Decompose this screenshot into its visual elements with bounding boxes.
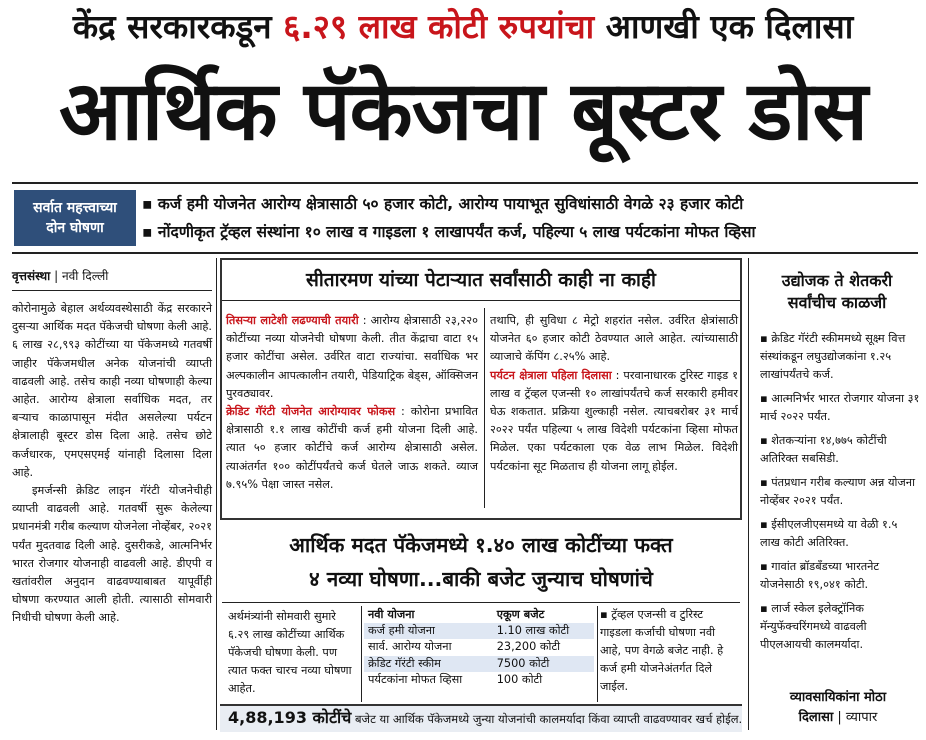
body-text: : आरोग्य क्षेत्रासाठी २३,२२० कोटींच्या नव्या योजनेची घोषणा केली. तीत केंद्राचा वाटा १५ हजार कोटींचा असेल. उर्वरित वाटा राज्यांचा. सर्वाधिक भर अल्पकालीन आपत्कालीन तयारी, पेडियाट्रिक बेड्स, ऑक्सिजन पुरवठ्यावर. (226, 314, 479, 400)
column-divider (361, 606, 362, 702)
column-divider (748, 258, 749, 730)
byline-place: नवी दिल्ली (61, 269, 109, 283)
table-header: नवी योजना (368, 608, 415, 621)
divider (12, 182, 918, 184)
lead-text: क्रेडिट गॅरंटी योजनेत आरोग्यावर फोकस (226, 405, 396, 419)
table-row (364, 623, 594, 639)
body-text: तथापि, ही सुविधा ८ मेट्रो शहरांत नसेल. उर्वरित क्षेत्रांसाठी योजनेत ६० हजार कोटी ठेवण्यात आले आहेत. त्यांच्यासाठी व्याजाचे कॅपिंग ८.२५% आहे. (490, 314, 738, 364)
right-footer (756, 688, 920, 728)
column-divider (216, 258, 217, 730)
new-schemes-table (364, 606, 594, 688)
kicker-pre: केंद्र सरकारकडून (72, 7, 284, 46)
kicker-line (0, 4, 926, 50)
lead-text: तिसऱ्या लाटेशी लढण्याची तयारी (226, 314, 359, 327)
middle-right-text: ▪ ट्रॅव्हल एजन्सी व टुरिस्ट गाइडला कर्जाची घोषणा नवी आहे, पण वेगळे बजेट नाही. हे कर्ज हमी योजनेअंतर्गत दिले जाईल. (600, 608, 724, 693)
paragraph (226, 403, 478, 494)
right-footer-line1: व्यावसायिकांना मोठा (789, 690, 887, 705)
highlight-item: ▪ नोंदणीकृत ट्रॅव्हल संस्थांना १० लाख व गाइडला १ लाखापर्यंत कर्ज, पहिल्या ५ लाख पर्यटकांना मोफत व्हिसा (142, 223, 756, 241)
highlights-label-line2: दोन घोषणा (46, 220, 104, 236)
paragraph (490, 312, 738, 367)
list-item: ▪ पंतप्रधान गरीब कल्याण अन्न योजना नोव्हेंबर २०२१ पर्यंत. (760, 476, 916, 507)
kicker-post: आणखी एक दिलासा (594, 7, 854, 46)
byline-agency: वृत्तसंस्था (12, 269, 51, 283)
table-cell: 23,200 कोटी (496, 640, 561, 654)
byline-separator: | (50, 269, 62, 283)
right-heading-line2: सर्वांचीच काळजी (787, 293, 887, 312)
bottom-amount: 4,88,193 कोटींचे (228, 708, 352, 727)
column-divider (484, 308, 485, 508)
list-item: ▪ ईसीएलजीएसमध्ये या वेळी १.५ लाख कोटी अतिरिक्त. (760, 518, 898, 549)
divider (12, 252, 918, 254)
list-item: ▪ शेतकऱ्यांना १४,७७५ कोटींची अतिरिक्त सबसिडी. (760, 434, 887, 465)
list-item: ▪ गावांत ब्रॉडबँडच्या भारतनेट योजनेसाठी १९,०४१ कोटी. (760, 560, 880, 591)
byline (12, 266, 212, 286)
bottom-text: बजेट या आर्थिक पॅकेजमध्ये जुन्या योजनांची कालमर्यादा किंवा व्याप्ती वाढवण्यावर खर्च होईल. (351, 712, 743, 726)
right-footer-place: व्यापार (845, 710, 878, 725)
table-cell: 1.10 लाख कोटी (493, 623, 594, 639)
table-row (364, 639, 594, 655)
divider (12, 290, 212, 291)
right-footer-word: दिलासा (798, 710, 834, 725)
list-item: ▪ लार्ज स्केल इलेक्ट्रॉनिक मॅन्युफॅक्चरिंगमध्ये वाढवली पीएलआयची कालमर्यादा. (760, 602, 867, 651)
right-heading-line1: उद्योजक ते शेतकरी (781, 271, 893, 290)
column-divider (597, 606, 598, 702)
paragraph (490, 367, 738, 476)
middle-heading-line1: आर्थिक मदत पॅकेजमध्ये १.४० लाख कोटींच्या फक्त (289, 533, 673, 557)
highlight-item: ▪ कर्ज हमी योजनेत आरोग्य क्षेत्रासाठी ५० हजार कोटी, आरोग्य पायाभूत सुविधांसाठी वेगळे २३ हजार कोटी (142, 195, 744, 213)
kicker-amount: ६.२९ लाख कोटी रुपयांचा (283, 7, 595, 46)
main-headline: आर्थिक पॅकेजचा बूस्टर डोस (59, 64, 867, 159)
table-row (364, 672, 594, 688)
paragraph: इमर्जन्सी क्रेडिट लाइन गॅरंटी योजनेचीही व्याप्ती वाढवली आहे. गतवर्षी सुरू केलेल्या प्रधानमंत्री गरीब कल्याण योजनेला नोव्हेंबर, २०२१ पर्यंत मुदतवाढ दिली आहे. दुसरीकडे, आत्मनिर्भर भारत रोजगार योजनाही वाढवली आहे. डीएपी व खतांवरील अनुदान वाढवण्याबाबत यापूर्वीही घोषणा करण्यात आली होती. त्यासाठी सोमवारी निधीची घोषणा केली आहे. (12, 484, 212, 625)
highlights-label-line1: सर्वात महत्त्वाच्या (33, 200, 117, 216)
right-list (760, 330, 920, 660)
body-text: : कोरोना प्रभावित क्षेत्रासाठी १.१ लाख कोटींची कर्ज हमी योजना दिली आहे. त्यात ५० हजार कोटींचे कर्ज आरोग्य क्षेत्रासाठी असेल. त्याअंतर्गत १०० कोटींपर्यंतचे कर्ज घेतले जाऊ शकते. व्याज ७.९५% पेक्षा जास्त नसेल. (226, 405, 478, 491)
middle-heading-line2: ४ नव्या घोषणा...बाकी बजेट जुन्याच घोषणांचे (309, 567, 653, 591)
paragraph (226, 312, 478, 403)
table-cell: कर्ज हमी योजना (364, 623, 493, 639)
highlights-label (14, 190, 136, 246)
list-item: ▪ आत्मनिर्भर भारत रोजगार योजना ३१ मार्च २०२२ पर्यंत. (760, 392, 920, 423)
right-footer-sep: | (833, 710, 846, 725)
table-cell: पर्यटकांना मोफत व्हिसा (368, 672, 463, 686)
list-item: ▪ क्रेडिट गॅरंटी स्कीममध्ये सूक्ष्म वित्त संस्थांकडून लघुउद्योजकांना १.२५ लाखांपर्यंतचे कर्ज. (760, 332, 906, 381)
table-cell: 100 कोटी (496, 672, 543, 686)
middle-left-text: अर्थमंत्र्यांनी सोमवारी सुमारे ६.२९ लाख कोटींच्या आर्थिक पॅकेजची घोषणा केली. पण त्यात फक्त चारच नव्या घोषणा आहेत. (228, 610, 352, 695)
bottom-bar (222, 706, 743, 730)
sitaraman-heading: सीतारमण यांच्या पेटाऱ्यात सर्वांसाठी काही ना काही (306, 269, 656, 291)
sitaraman-column-left (226, 312, 478, 494)
column-1 (12, 300, 212, 628)
divider (222, 300, 740, 301)
lead-text: पर्यटन क्षेत्राला पहिला दिलासा (490, 368, 612, 382)
right-footer-line2 (756, 708, 920, 728)
table-cell: क्रेडिट गॅरंटी स्कीम (364, 656, 493, 672)
body-text: : परवानाधारक टुरिस्ट गाइड १ लाख व ट्रॅव्हल एजन्सी १० लाखांपर्यंतचे कर्ज सरकारी हमीवर घेऊ शकतात. प्रक्रिया शुल्काही नसेल. त्याचबरोबर ३१ मार्च २०२२ पर्यंत पहिल्या ५ लाख विदेशी पर्यटकांना व्हिसा मोफत मिळेल. एका पर्यटकाला एक वेळ लाभ मिळेल. विदेशी पर्यटकांना सूट मिळताच ही योजना लागू होईल. (490, 368, 739, 473)
table-row (364, 656, 594, 672)
table-header: एकूण बजेट (496, 608, 545, 621)
sitaraman-column-right (490, 312, 738, 476)
right-heading (756, 270, 918, 314)
paragraph: कोरोनामुळे बेहाल अर्थव्यवस्थेसाठी केंद्र सरकारने दुसऱ्या आर्थिक मदत पॅकेजची घोषणा केली आहे. ६ लाख २८,९९३ कोटींच्या या पॅकेजमध्ये गतवर्षी जाहीर पॅकेजमधील अनेक योजनांची व्याप्ती वाढवली आहे. तसेच काही नव्या घोषणाही केल्या आहेत. आरोग्य क्षेत्राला सर्वाधिक मदत, तर बऱ्याच काळापासून मंदीत असलेल्या पर्यटन क्षेत्रालाही बूस्टर डोस दिला आहे. तसेच छोटे कर्जधारक, एमएसएमई यांनाही दिलासा दिला आहे. (12, 302, 212, 479)
divider (222, 602, 740, 603)
table-cell: 7500 कोटी (493, 656, 594, 672)
middle-heading (222, 528, 740, 602)
table-cell: सार्व. आरोग्य योजना (368, 640, 452, 654)
